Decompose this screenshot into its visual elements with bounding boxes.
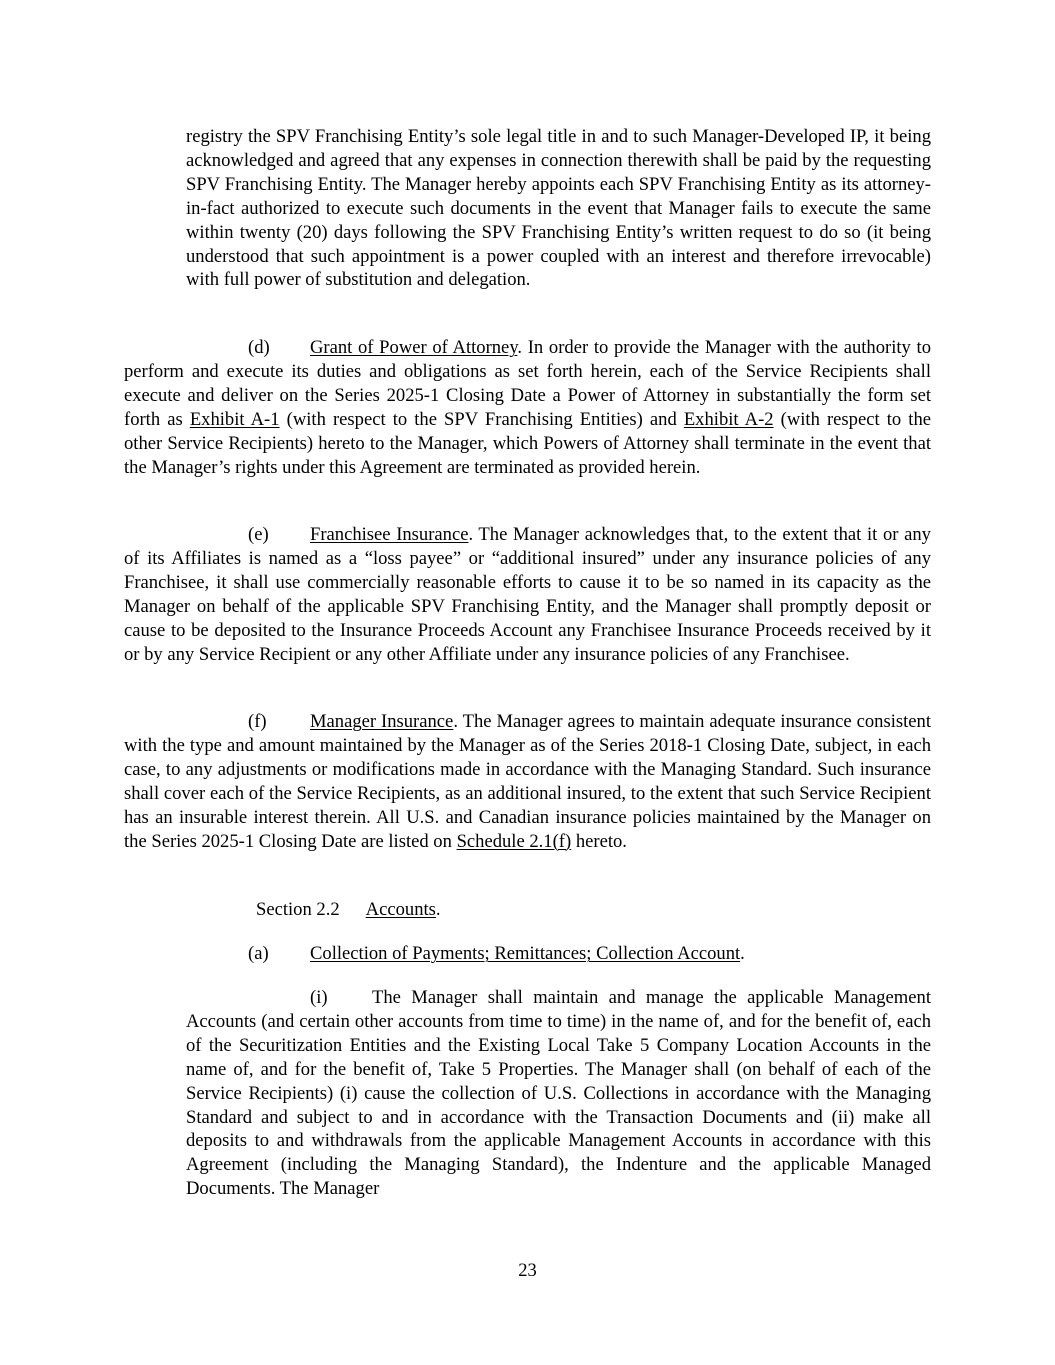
paragraph-f-label: (f) (248, 711, 267, 732)
section-number: Section 2.2 (256, 899, 340, 920)
continuation-paragraph (186, 125, 931, 292)
paragraph-e (124, 523, 931, 666)
subsection-a-title: Collection of Payments; Remittances; Collection Account (310, 943, 741, 964)
page-number: 23 (518, 1260, 537, 1281)
section-title-period: . (435, 899, 441, 920)
schedule-reference: Schedule 2.1(f) (456, 830, 572, 852)
subsection-a-heading (248, 942, 745, 966)
continuation-text: registry the SPV Franchising Entity’s sole legal title in and to such Manager-Developed IP, it being acknowledged and agreed that any expenses in connection therewith shall be paid by the requesting SPV Franchising Entity. The Manager hereby appoints each SPV Franchising Entity as its attorney-in-fact authorized to execute such documents in the event that Manager fails to execute the same within twenty (20) days following the SPV Franchising Entity’s written request to do so (it being understood that such appointment is a power coupled with an interest and therefore irrevocable) with full power of substitution and delegation. (186, 126, 931, 291)
paragraph-d-label: (d) (248, 337, 270, 358)
paragraph-e-label: (e) (248, 524, 269, 545)
section-heading (256, 898, 441, 922)
paragraph-e-text: . The Manager acknowledges that, to the extent that it or any of its Affiliates is named as a “loss payee” or “additional insured” under any insurance policies of any Franchisee, it shall use commercially reasonable efforts to cause it to be so named in its capacity as the Manager on behalf of the applicable SPV Franchising Entity, and the Manager shall promptly deposit or cause to be deposited to the Insurance Proceeds Account any Franchisee Insurance Proceeds received by it or by any Service Recipient or any other Affiliate under any insurance policies of any Franchisee. (124, 524, 931, 665)
subsection-i-text: The Manager shall maintain and manage the applicable Management Accounts (and certain other accounts from time to time) in the name of, and for the benefit of, each of the Securitization Entities and the Existing Local Take 5 Company Location Accounts in the name of, and for the benefit of, Take 5 Properties. The Manager shall (on behalf of each of the Service Recipients) (i) cause the collection of U.S. Collections in accordance with the Managing Standard and subject to and in accordance with the Transaction Documents and (ii) make all deposits to and withdrawals from the applicable Management Accounts in accordance with this Agreement (including the Managing Standard), the Indenture and the applicable Managed Documents. The Manager (186, 987, 931, 1200)
paragraph-f-text-2: hereto. (571, 830, 627, 852)
paragraph-d (124, 336, 931, 479)
paragraph-f (124, 710, 931, 853)
exhibit-a2-reference: Exhibit A-2 (683, 408, 774, 430)
paragraph-d-text-3: (with respect to the other Service Recipients) hereto to the Manager, which Powers of Attorney shall terminate in the event that the Manager’s rights under this Agreement are terminated as provided herein. (124, 408, 931, 478)
paragraph-f-title: Manager Insurance (310, 711, 454, 732)
section-title: Accounts (365, 899, 436, 920)
exhibit-a1-reference: Exhibit A-1 (189, 408, 280, 430)
subsection-i-label: (i) (310, 987, 328, 1008)
paragraph-d-text-1: . In order to provide the Manager with the authority to perform and execute its duties and obligations as set forth herein, each of the Service Recipients shall execute and deliver on the Series 2025-1 Closing Date a Power of Attorney in substantially the form set forth as (124, 337, 931, 430)
subsection-i-paragraph (186, 986, 931, 1201)
subsection-a-label: (a) (248, 943, 269, 964)
paragraph-f-text-1: . The Manager agrees to maintain adequate insurance consistent with the type and amount maintained by the Manager as of the Series 2018-1 Closing Date, subject, in each case, to any adjustments or modifications made in accordance with the Managing Standard. Such insurance shall cover each of the Service Recipients, as an additional insured, to the extent that such Service Recipient has an insurable interest therein. All U.S. and Canadian insurance policies maintained by the Manager on the Series 2025-1 Closing Date are listed on (124, 711, 931, 852)
paragraph-d-text-2: (with respect to the SPV Franchising Entities) and (279, 408, 684, 430)
paragraph-e-title: Franchisee Insurance (310, 524, 469, 545)
paragraph-d-title: Grant of Power of Attorney (310, 337, 518, 358)
subsection-a-period: . (740, 943, 745, 964)
